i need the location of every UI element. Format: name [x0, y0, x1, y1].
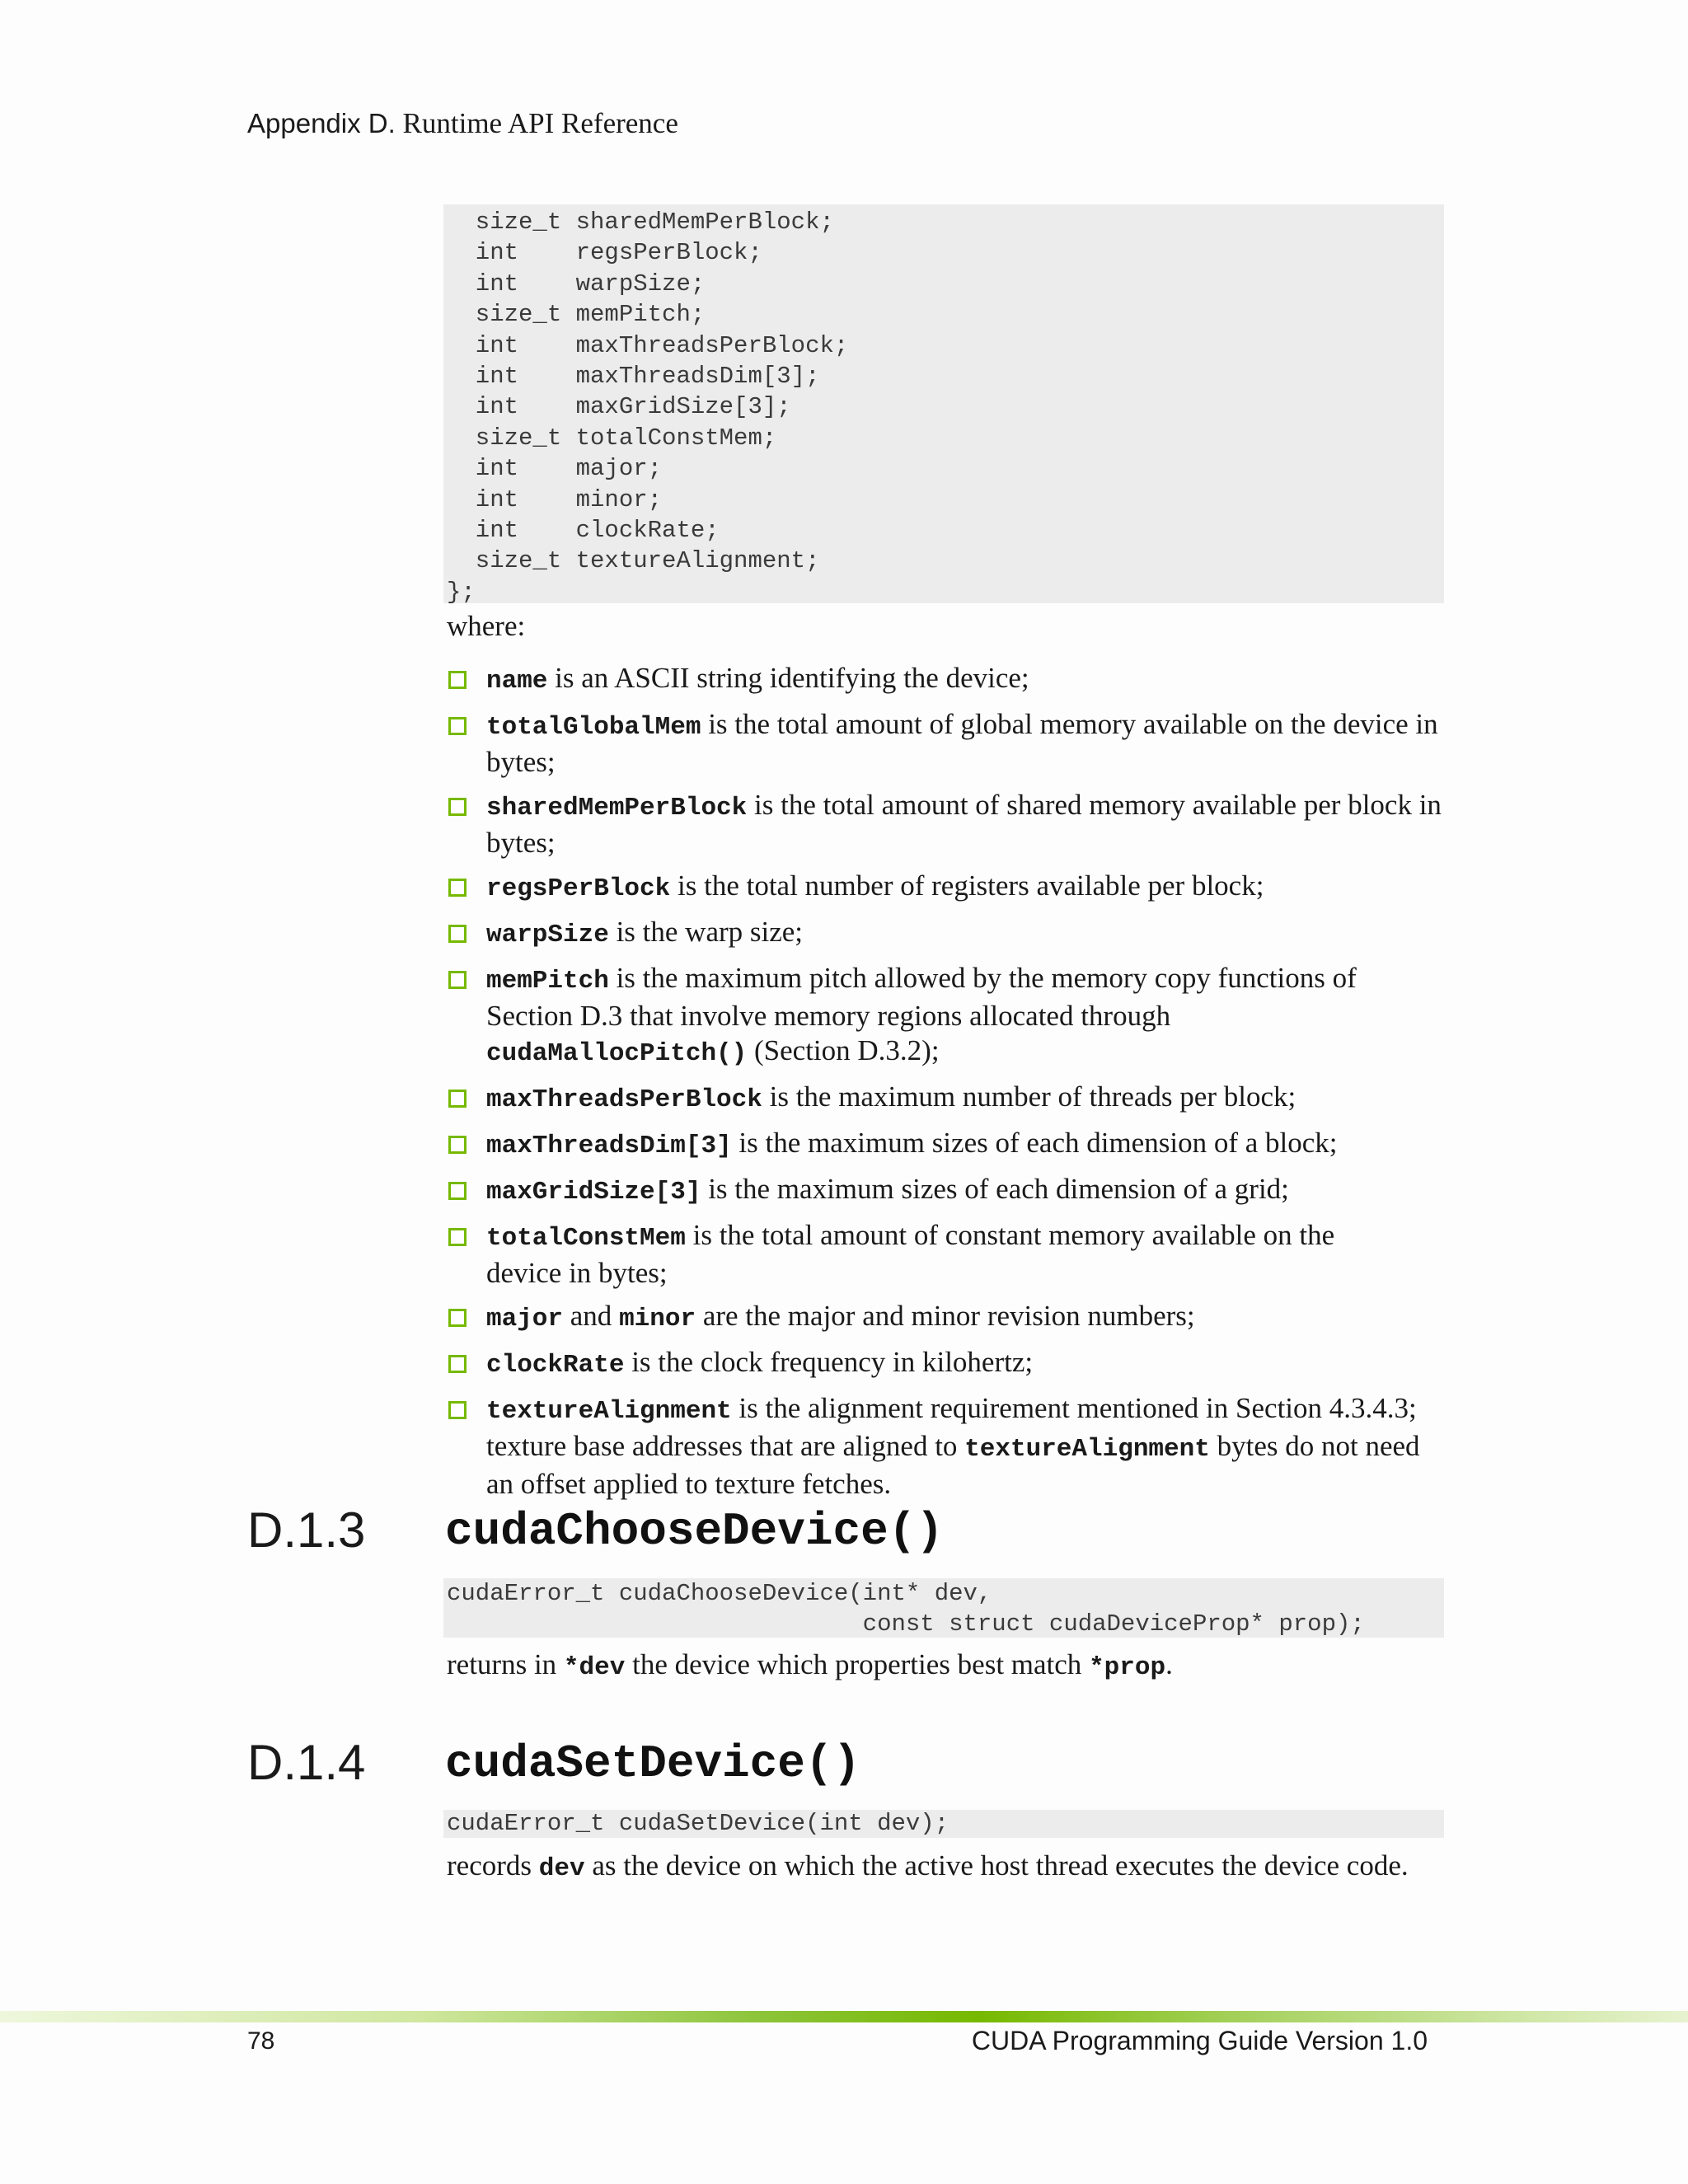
section-number: D.1.3 — [247, 1502, 366, 1558]
desc-text: as the device on which the active host thread executes the device code. — [592, 1849, 1409, 1882]
field-item — [445, 1391, 1451, 1502]
field-name: warpSize — [486, 921, 609, 949]
field-name: sharedMemPerBlock — [486, 794, 748, 823]
field-item — [445, 1299, 1451, 1337]
field-desc: is the total amount of shared memory available per block in bytes; — [486, 789, 1442, 859]
field-desc: are the major and minor revision numbers; — [702, 1300, 1195, 1332]
field-name: clockRate — [486, 1351, 625, 1380]
checkbox-bullet-icon — [448, 717, 467, 735]
running-header — [247, 107, 678, 140]
field-name: maxGridSize[3] — [486, 1178, 701, 1207]
field-name: totalGlobalMem — [486, 713, 701, 742]
page-number: 78 — [247, 2027, 275, 2055]
field-desc-tail: (Section D.3.2); — [754, 1034, 940, 1066]
header-lead: Appendix D. — [247, 108, 396, 138]
field-desc: is the total amount of global memory available on the device in bytes; — [486, 708, 1438, 778]
guide-title: CUDA Programming Guide Version 1.0 — [971, 2026, 1428, 2055]
field-item — [445, 661, 1451, 699]
field-name: name — [486, 667, 548, 696]
field-item — [445, 1218, 1451, 1291]
field-name: maxThreadsPerBlock — [486, 1085, 762, 1114]
checkbox-bullet-icon — [448, 1228, 467, 1246]
desc-code: *dev — [563, 1653, 626, 1682]
field-item — [445, 1080, 1451, 1118]
field-name: totalConstMem — [486, 1224, 686, 1253]
field-name: memPitch — [486, 967, 609, 996]
field-name: major — [486, 1305, 564, 1333]
field-desc-tail: bytes do not need an offset applied to texture fetches. — [486, 1430, 1420, 1500]
checkbox-bullet-icon — [448, 798, 467, 816]
footer-accent-bar — [0, 2011, 1688, 2022]
checkbox-bullet-icon — [448, 671, 467, 689]
checkbox-bullet-icon — [448, 925, 467, 943]
field-item — [445, 1172, 1451, 1210]
desc-text: records — [447, 1849, 532, 1882]
desc-text: returns in — [447, 1648, 557, 1680]
checkbox-bullet-icon — [448, 1355, 467, 1373]
section-description — [447, 1849, 1409, 1883]
section-title: cudaChooseDevice() — [445, 1505, 944, 1558]
desc-text: the device which properties best match — [632, 1648, 1082, 1680]
checkbox-bullet-icon — [448, 1309, 467, 1327]
checkbox-bullet-icon — [448, 1090, 467, 1108]
field-desc: is the total amount of constant memory available on the device in bytes; — [486, 1219, 1335, 1289]
signature-code-block: cudaError_t cudaSetDevice(int dev); — [443, 1810, 1444, 1838]
field-conjunction: and — [570, 1300, 612, 1332]
desc-code: *prop — [1089, 1653, 1166, 1682]
field-item — [445, 961, 1451, 1071]
field-desc: is an ASCII string identifying the device; — [555, 662, 1029, 694]
field-name: textureAlignment — [486, 1397, 732, 1426]
section-title: cudaSetDevice() — [445, 1737, 861, 1790]
checkbox-bullet-icon — [448, 1136, 467, 1154]
field-list — [445, 661, 1451, 1510]
field-desc: is the alignment requirement mentioned in Section 4.3.4.3; texture base addresses that are aligned to — [486, 1392, 1417, 1462]
field-desc: is the maximum pitch allowed by the memory copy functions of Section D.3 that involve memory regions allocated through — [486, 962, 1357, 1032]
desc-text: . — [1165, 1648, 1173, 1680]
section-description — [447, 1648, 1173, 1682]
field-desc: is the total number of registers available per block; — [678, 869, 1264, 902]
checkbox-bullet-icon — [448, 1401, 467, 1419]
section-number: D.1.4 — [247, 1735, 366, 1790]
field-item — [445, 707, 1451, 780]
field-name: regsPerBlock — [486, 874, 671, 903]
field-item — [445, 1345, 1451, 1383]
field-item — [445, 915, 1451, 953]
where-label: where: — [447, 610, 526, 642]
checkbox-bullet-icon — [448, 879, 467, 897]
signature-code-block: cudaError_t cudaChooseDevice(int* dev, const struct cudaDeviceProp* prop); — [443, 1578, 1444, 1638]
field-item — [445, 788, 1451, 860]
field-name-secondary: minor — [619, 1305, 696, 1333]
field-desc: is the maximum sizes of each dimension of a grid; — [708, 1173, 1289, 1205]
field-code-ref: cudaMallocPitch() — [486, 1039, 748, 1068]
checkbox-bullet-icon — [448, 1182, 467, 1200]
field-desc: is the clock frequency in kilohertz; — [631, 1346, 1034, 1378]
field-item — [445, 1126, 1451, 1164]
header-title: Runtime API Reference — [402, 107, 678, 139]
field-desc: is the warp size; — [616, 916, 804, 948]
field-code-ref: textureAlignment — [964, 1435, 1210, 1464]
field-item — [445, 869, 1451, 907]
desc-code: dev — [538, 1854, 585, 1883]
field-desc: is the maximum sizes of each dimension of a block; — [738, 1127, 1338, 1159]
struct-code-block: size_t sharedMemPerBlock; int regsPerBlock; int warpSize; size_t memPitch; int maxThreadsPerBlock; int maxThreadsDim[3]; int maxGridSize[3]; size_t totalConstMem; int major; int minor; int clockRate; size_t textureAlignment; }; — [443, 204, 1444, 603]
field-name: maxThreadsDim[3] — [486, 1132, 732, 1160]
checkbox-bullet-icon — [448, 971, 467, 989]
field-desc: is the maximum number of threads per block; — [769, 1080, 1296, 1113]
